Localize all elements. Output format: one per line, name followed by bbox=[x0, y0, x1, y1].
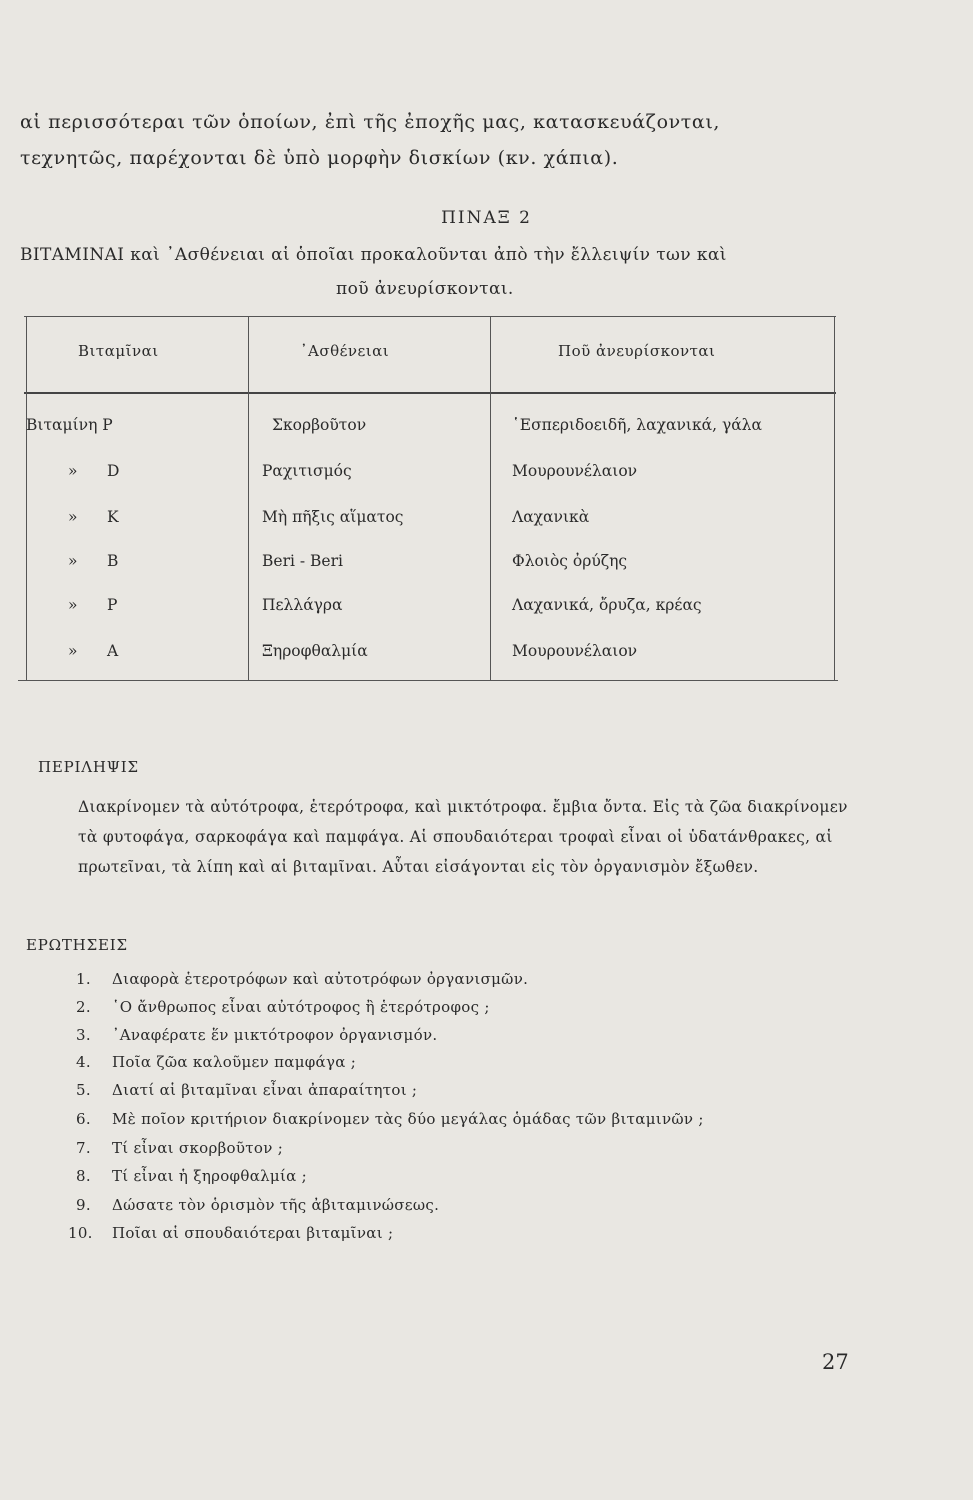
question-text: Διατί αἱ βιταμῖναι εἶναι ἀπαραίτητοι ; bbox=[112, 1081, 418, 1099]
cell-vitamin: » D bbox=[68, 462, 120, 480]
intro-line-1: αἱ περισσότεραι τῶν ὁποίων, ἐπὶ τῆς ἐποχῆς μας, κατασκευάζονται, bbox=[20, 111, 721, 133]
cell-vitamin: » K bbox=[68, 508, 119, 526]
list-item bbox=[76, 1081, 417, 1099]
question-text: Τί εἶναι σκορβοῦτον ; bbox=[112, 1139, 284, 1157]
cell-disease: Beri - Beri bbox=[262, 552, 343, 570]
table-row bbox=[0, 462, 973, 492]
cell-source: Μουρουνέλαιον bbox=[512, 642, 638, 660]
intro-paragraph bbox=[20, 104, 850, 176]
list-item bbox=[76, 1053, 356, 1071]
question-number: 10. bbox=[68, 1224, 93, 1242]
table-title: ΠΙΝΑΞ 2 bbox=[441, 208, 532, 228]
cell-disease: Σκορβοῦτον bbox=[272, 416, 367, 434]
list-item bbox=[76, 1196, 439, 1214]
question-text: Μὲ ποῖον κριτήριον διακρίνομεν τὰς δύο μεγάλας ὁμάδας τῶν βιταμινῶν ; bbox=[112, 1110, 704, 1128]
cell-source: Λαχανικὰ bbox=[512, 508, 590, 526]
question-number: 4. bbox=[76, 1053, 91, 1071]
table-row bbox=[0, 508, 973, 538]
list-item bbox=[76, 1139, 283, 1157]
question-number: 9. bbox=[76, 1196, 91, 1214]
cell-disease: Πελλάγρα bbox=[262, 596, 343, 614]
table-header-rule bbox=[24, 392, 836, 394]
questions-heading: ΕΡΩΤΗΣΕΙΣ bbox=[26, 936, 128, 954]
cell-vitamin: » B bbox=[68, 552, 119, 570]
list-item bbox=[76, 998, 490, 1016]
table-subtitle bbox=[20, 238, 840, 306]
list-item bbox=[76, 970, 528, 988]
cell-vitamin: » P bbox=[68, 596, 118, 614]
question-number: 1. bbox=[76, 970, 91, 988]
question-text: Δώσατε τὸν ὁρισμὸν τῆς ἀβιταμινώσεως. bbox=[112, 1196, 440, 1214]
cell-vitamin: Βιταμίνη P bbox=[26, 416, 113, 434]
intro-line-2: τεχνητῶς, παρέχονται δὲ ὑπὸ μορφὴν δισκίων (κν. χάπια). bbox=[20, 147, 619, 169]
cell-disease: Ραχιτισμός bbox=[262, 462, 352, 480]
question-text: Διαφορὰ ἑτεροτρόφων καὶ αὐτοτρόφων ὀργανισμῶν. bbox=[112, 970, 529, 988]
cell-disease: Μὴ πῆξις αἵματος bbox=[262, 508, 404, 526]
question-number: 8. bbox=[76, 1167, 91, 1185]
question-text: Τί εἶναι ἡ ξηροφθαλμία ; bbox=[112, 1167, 308, 1185]
question-text: Ποῖα ζῶα καλοῦμεν παμφάγα ; bbox=[112, 1053, 357, 1071]
cell-source: Φλοιὸς ὀρύζης bbox=[512, 552, 628, 570]
subtitle-line-1: ΒΙΤΑΜΙΝΑΙ καὶ ᾿Ασθένειαι αἱ ὁποῖαι προκαλοῦνται ἀπὸ τὴν ἔλλειψίν των καὶ bbox=[20, 245, 727, 265]
table-row bbox=[0, 552, 973, 582]
cell-source: ῾Εσπεριδοειδῆ, λαχανικά, γάλα bbox=[512, 416, 762, 434]
cell-disease: Ξηροφθαλμία bbox=[262, 642, 368, 660]
summary-heading: ΠΕΡΙΛΗΨΙΣ bbox=[38, 758, 139, 776]
page-number: 27 bbox=[822, 1350, 849, 1374]
table-top-rule bbox=[24, 316, 836, 317]
table-bottom-rule bbox=[18, 680, 838, 681]
subtitle-line-2: ποῦ ἀνευρίσκονται. bbox=[336, 279, 514, 299]
question-number: 7. bbox=[76, 1139, 91, 1157]
question-text: Ποῖαι αἱ σπουδαιότεραι βιταμῖναι ; bbox=[112, 1224, 394, 1242]
header-diseases: ᾿Ασθένειαι bbox=[300, 342, 390, 360]
list-item bbox=[76, 1167, 307, 1185]
question-number: 3. bbox=[76, 1026, 91, 1044]
cell-vitamin: » A bbox=[68, 642, 119, 660]
cell-source: Λαχανικά, ὄρυζα, κρέας bbox=[512, 596, 702, 614]
list-item bbox=[76, 1026, 437, 1044]
header-vitamins: Βιταμῖναι bbox=[78, 342, 159, 360]
question-number: 6. bbox=[76, 1110, 91, 1128]
cell-source: Μουρουνέλαιον bbox=[512, 462, 638, 480]
table-row bbox=[0, 596, 973, 626]
table-row bbox=[0, 642, 973, 672]
question-text: ᾿Αναφέρατε ἕν μικτότροφον ὀργανισμόν. bbox=[112, 1026, 438, 1044]
question-text: ῾Ο ἄνθρωπος εἶναι αὐτότροφος ἢ ἑτερότροφος ; bbox=[112, 998, 490, 1016]
list-item bbox=[68, 1224, 393, 1242]
header-sources: Ποῦ ἀνευρίσκονται bbox=[558, 342, 716, 360]
table-row bbox=[0, 416, 973, 446]
question-number: 5. bbox=[76, 1081, 91, 1099]
question-number: 2. bbox=[76, 998, 91, 1016]
summary-text: Διακρίνομεν τὰ αὐτότροφα, ἑτερότροφα, καὶ μικτότροφα. ἔμβια ὄντα. Εἰς τὰ ζῶα διακρίνομεν τὰ φυτοφάγα, σαρκοφάγα καὶ παμφάγα. Αἱ σπουδαιότεραι τροφαὶ εἶναι οἱ ὑδατάνθρακες, αἱ πρωτεῖναι, τὰ λίπη καὶ αἱ βιταμῖναι. Αὗται εἰσάγονται εἰς τὸν ὀργανισμὸν ἔξωθεν. bbox=[78, 798, 848, 876]
list-item bbox=[76, 1110, 704, 1128]
